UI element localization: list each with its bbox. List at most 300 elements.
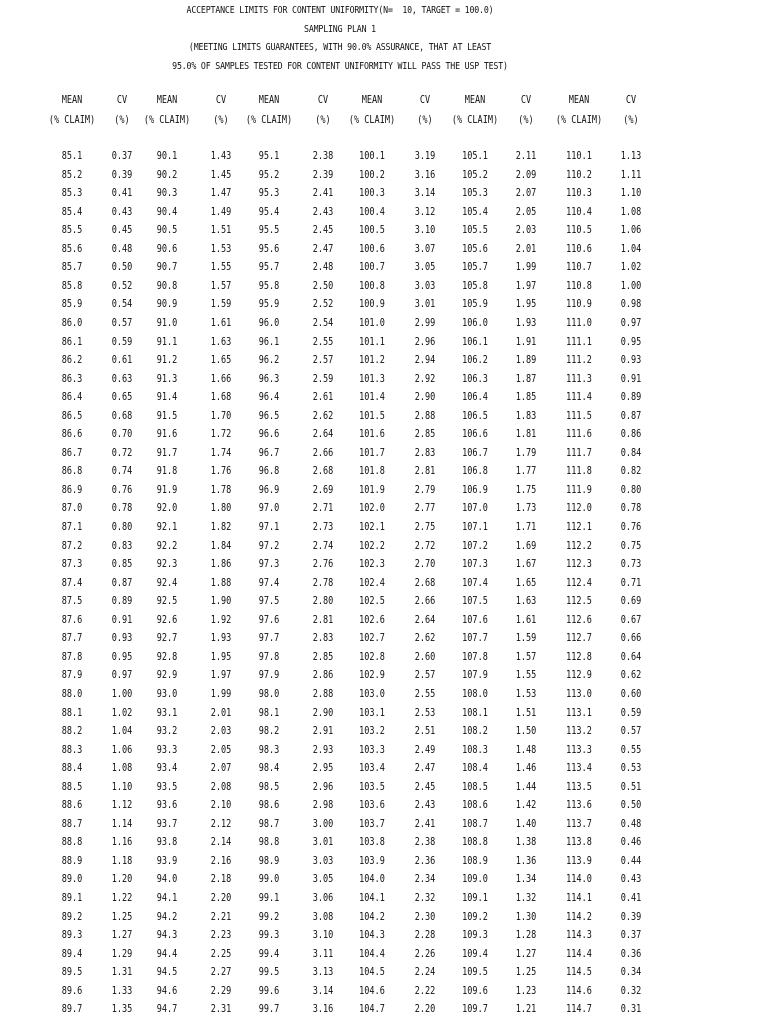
cv-value: 3.00 bbox=[312, 817, 334, 830]
cv-value: 0.39 bbox=[620, 910, 642, 923]
cv-value: 0.37 bbox=[620, 929, 642, 942]
mean-value: 100.4 bbox=[359, 205, 385, 218]
cv-value: 1.67 bbox=[515, 558, 537, 571]
mean-value: 110.1 bbox=[566, 150, 592, 162]
cv-value: 1.33 bbox=[111, 984, 133, 997]
mean-value: 110.4 bbox=[566, 205, 592, 218]
cv-value: 1.31 bbox=[111, 966, 133, 979]
mean-value: 89.3 bbox=[61, 929, 83, 942]
mean-value: 100.5 bbox=[359, 224, 385, 237]
mean-value: 109.2 bbox=[462, 910, 488, 923]
mean-value: 101.1 bbox=[359, 335, 385, 348]
mean-value: 93.5 bbox=[156, 780, 178, 793]
cv-value: 1.57 bbox=[515, 650, 537, 663]
mean-value: 111.8 bbox=[566, 465, 592, 478]
mean-value: 97.1 bbox=[258, 521, 280, 533]
cv-value: 2.61 bbox=[312, 391, 334, 404]
cv-value: 0.95 bbox=[111, 650, 133, 663]
cv-value: 0.48 bbox=[620, 817, 642, 830]
cv-value: 1.10 bbox=[620, 187, 642, 200]
cv-value: 2.66 bbox=[312, 446, 334, 459]
mean-value: 86.6 bbox=[61, 428, 83, 441]
mean-value: 97.6 bbox=[258, 613, 280, 626]
mean-value: 85.3 bbox=[61, 187, 83, 200]
mean-value: 92.5 bbox=[156, 595, 178, 608]
mean-value: 99.2 bbox=[258, 910, 280, 923]
mean-value: 95.5 bbox=[258, 224, 280, 237]
cv-value: 1.44 bbox=[515, 780, 537, 793]
cv-value: 1.51 bbox=[210, 224, 232, 237]
cv-value: 2.20 bbox=[210, 892, 232, 904]
cv-value: 2.72 bbox=[414, 539, 436, 552]
cv-value: 3.07 bbox=[414, 242, 436, 255]
mean-value: 90.6 bbox=[156, 242, 178, 255]
mean-value: 99.0 bbox=[258, 873, 280, 886]
mean-value: 107.5 bbox=[462, 595, 488, 608]
mean-value: 101.3 bbox=[359, 372, 385, 385]
mean-value: 101.2 bbox=[359, 354, 385, 367]
cv-value: 2.36 bbox=[414, 854, 436, 867]
cv-value: 2.91 bbox=[312, 725, 334, 738]
cv-value: 1.65 bbox=[210, 354, 232, 367]
cv-value: 0.59 bbox=[620, 706, 642, 719]
mean-value: 105.4 bbox=[462, 205, 488, 218]
cv-value: 0.41 bbox=[111, 187, 133, 200]
mean-value: 104.3 bbox=[359, 929, 385, 942]
mean-value: 87.4 bbox=[61, 576, 83, 589]
cv-value: 0.43 bbox=[111, 205, 133, 218]
mean-value: 111.0 bbox=[566, 316, 592, 329]
mean-value: 101.0 bbox=[359, 316, 385, 329]
mean-value: 87.1 bbox=[61, 521, 83, 533]
mean-value: 112.7 bbox=[566, 632, 592, 645]
mean-value: 98.5 bbox=[258, 780, 280, 793]
mean-value: 87.3 bbox=[61, 558, 83, 571]
cv-value: 2.41 bbox=[312, 187, 334, 200]
mean-value: 90.7 bbox=[156, 261, 178, 274]
cv-value: 1.20 bbox=[111, 873, 133, 886]
mean-value: 88.9 bbox=[61, 854, 83, 867]
mean-value: 89.2 bbox=[61, 910, 83, 923]
mean-value: 96.0 bbox=[258, 316, 280, 329]
cv-header: (%) bbox=[518, 114, 534, 126]
cv-value: 0.55 bbox=[620, 743, 642, 756]
cv-header: CV bbox=[419, 94, 431, 106]
mean-value: 111.3 bbox=[566, 372, 592, 385]
mean-value: 85.1 bbox=[61, 150, 83, 162]
mean-header: MEAN bbox=[361, 94, 383, 106]
mean-value: 93.0 bbox=[156, 687, 178, 700]
mean-header: MEAN bbox=[61, 94, 83, 106]
cv-header: (%) bbox=[315, 114, 331, 126]
mean-value: 91.9 bbox=[156, 483, 178, 496]
mean-value: 87.7 bbox=[61, 632, 83, 645]
mean-value: 108.8 bbox=[462, 836, 488, 849]
mean-value: 92.3 bbox=[156, 558, 178, 571]
mean-value: 106.5 bbox=[462, 409, 488, 422]
cv-value: 3.08 bbox=[312, 910, 334, 923]
cv-value: 0.78 bbox=[111, 502, 133, 515]
mean-value: 112.4 bbox=[566, 576, 592, 589]
cv-value: 1.72 bbox=[210, 428, 232, 441]
cv-value: 0.89 bbox=[111, 595, 133, 608]
cv-value: 3.03 bbox=[414, 279, 436, 292]
cv-value: 2.86 bbox=[312, 669, 334, 682]
mean-value: 108.2 bbox=[462, 725, 488, 738]
cv-value: 2.96 bbox=[414, 335, 436, 348]
title-line-4: 95.0% OF SAMPLES TESTED FOR CONTENT UNIFORMITY WILL PASS THE USP TEST) bbox=[172, 60, 508, 72]
cv-value: 0.67 bbox=[620, 613, 642, 626]
cv-value: 1.25 bbox=[515, 966, 537, 979]
mean-value: 107.1 bbox=[462, 521, 488, 533]
cv-value: 0.61 bbox=[111, 354, 133, 367]
mean-value: 101.8 bbox=[359, 465, 385, 478]
mean-value: 110.7 bbox=[566, 261, 592, 274]
mean-value: 99.3 bbox=[258, 929, 280, 942]
mean-header: MEAN bbox=[258, 94, 280, 106]
cv-value: 1.21 bbox=[515, 1003, 537, 1016]
cv-value: 2.71 bbox=[312, 502, 334, 515]
cv-value: 1.45 bbox=[210, 168, 232, 181]
cv-value: 1.63 bbox=[210, 335, 232, 348]
mean-value: 103.1 bbox=[359, 706, 385, 719]
cv-value: 2.28 bbox=[414, 929, 436, 942]
cv-value: 2.74 bbox=[312, 539, 334, 552]
cv-value: 1.13 bbox=[620, 150, 642, 162]
mean-value: 91.2 bbox=[156, 354, 178, 367]
cv-value: 2.68 bbox=[414, 576, 436, 589]
cv-value: 1.93 bbox=[210, 632, 232, 645]
mean-value: 93.2 bbox=[156, 725, 178, 738]
mean-value: 95.8 bbox=[258, 279, 280, 292]
cv-value: 2.39 bbox=[312, 168, 334, 181]
cv-value: 1.40 bbox=[515, 817, 537, 830]
cv-value: 1.65 bbox=[515, 576, 537, 589]
mean-value: 103.5 bbox=[359, 780, 385, 793]
mean-value: 98.9 bbox=[258, 854, 280, 867]
cv-value: 3.14 bbox=[414, 187, 436, 200]
cv-value: 0.71 bbox=[620, 576, 642, 589]
cv-value: 2.66 bbox=[414, 595, 436, 608]
cv-value: 0.63 bbox=[111, 372, 133, 385]
mean-value: 96.7 bbox=[258, 446, 280, 459]
cv-value: 0.70 bbox=[111, 428, 133, 441]
cv-value: 1.00 bbox=[620, 279, 642, 292]
title-line-1: ACCEPTANCE LIMITS FOR CONTENT UNIFORMITY(N= 10, TARGET = 100.0) bbox=[186, 5, 494, 16]
mean-value: 91.4 bbox=[156, 391, 178, 404]
mean-header: MEAN bbox=[156, 94, 178, 106]
document-title-block bbox=[48, 2, 633, 76]
cv-value: 2.70 bbox=[414, 558, 436, 571]
cv-value: 2.34 bbox=[414, 873, 436, 886]
mean-value: 105.1 bbox=[462, 150, 488, 162]
mean-value: 91.8 bbox=[156, 465, 178, 478]
cv-value: 0.53 bbox=[620, 762, 642, 775]
mean-value: 87.0 bbox=[61, 502, 83, 515]
mean-value: 108.3 bbox=[462, 743, 488, 756]
cv-header: (%) bbox=[417, 114, 433, 126]
mean-value: 114.6 bbox=[566, 984, 592, 997]
cv-header: CV bbox=[116, 94, 128, 106]
cv-value: 2.51 bbox=[414, 725, 436, 738]
mean-value: 113.4 bbox=[566, 762, 592, 775]
mean-value: 90.4 bbox=[156, 205, 178, 218]
mean-value: 111.2 bbox=[566, 354, 592, 367]
mean-header: (% CLAIM) bbox=[348, 114, 396, 126]
mean-value: 88.6 bbox=[61, 799, 83, 812]
mean-value: 101.6 bbox=[359, 428, 385, 441]
mean-value: 102.6 bbox=[359, 613, 385, 626]
mean-value: 101.7 bbox=[359, 446, 385, 459]
cv-value: 2.92 bbox=[414, 372, 436, 385]
mean-value: 89.6 bbox=[61, 984, 83, 997]
cv-value: 1.93 bbox=[515, 316, 537, 329]
cv-value: 1.48 bbox=[515, 743, 537, 756]
mean-value: 98.2 bbox=[258, 725, 280, 738]
cv-value: 0.97 bbox=[111, 669, 133, 682]
cv-value: 1.53 bbox=[210, 242, 232, 255]
cv-value: 2.47 bbox=[414, 762, 436, 775]
cv-value: 0.91 bbox=[620, 372, 642, 385]
mean-value: 106.7 bbox=[462, 446, 488, 459]
cv-value: 1.46 bbox=[515, 762, 537, 775]
mean-value: 107.2 bbox=[462, 539, 488, 552]
cv-value: 2.10 bbox=[210, 799, 232, 812]
cv-value: 2.99 bbox=[414, 316, 436, 329]
cv-value: 1.83 bbox=[515, 409, 537, 422]
cv-value: 2.79 bbox=[414, 483, 436, 496]
mean-value: 102.1 bbox=[359, 521, 385, 533]
mean-value: 92.7 bbox=[156, 632, 178, 645]
mean-header: (% CLAIM) bbox=[555, 114, 603, 126]
cv-value: 3.19 bbox=[414, 150, 436, 162]
mean-value: 92.4 bbox=[156, 576, 178, 589]
mean-value: 93.6 bbox=[156, 799, 178, 812]
cv-value: 0.50 bbox=[111, 261, 133, 274]
mean-value: 113.5 bbox=[566, 780, 592, 793]
cv-value: 1.32 bbox=[515, 892, 537, 904]
mean-header: (% CLAIM) bbox=[245, 114, 293, 126]
mean-value: 113.7 bbox=[566, 817, 592, 830]
cv-value: 2.30 bbox=[414, 910, 436, 923]
cv-value: 2.43 bbox=[414, 799, 436, 812]
mean-value: 107.7 bbox=[462, 632, 488, 645]
mean-value: 105.6 bbox=[462, 242, 488, 255]
mean-value: 97.5 bbox=[258, 595, 280, 608]
cv-value: 2.29 bbox=[210, 984, 232, 997]
mean-value: 94.6 bbox=[156, 984, 178, 997]
cv-value: 2.94 bbox=[414, 354, 436, 367]
cv-value: 2.24 bbox=[414, 966, 436, 979]
cv-value: 1.02 bbox=[620, 261, 642, 274]
mean-value: 86.0 bbox=[61, 316, 83, 329]
cv-value: 2.55 bbox=[312, 335, 334, 348]
mean-value: 107.3 bbox=[462, 558, 488, 571]
mean-value: 85.4 bbox=[61, 205, 83, 218]
cv-value: 0.51 bbox=[620, 780, 642, 793]
cv-value: 2.27 bbox=[210, 966, 232, 979]
mean-value: 104.6 bbox=[359, 984, 385, 997]
mean-value: 112.2 bbox=[566, 539, 592, 552]
mean-value: 104.2 bbox=[359, 910, 385, 923]
cv-value: 0.78 bbox=[620, 502, 642, 515]
mean-value: 113.3 bbox=[566, 743, 592, 756]
cv-value: 2.54 bbox=[312, 316, 334, 329]
cv-value: 2.05 bbox=[210, 743, 232, 756]
mean-value: 113.6 bbox=[566, 799, 592, 812]
mean-value: 88.4 bbox=[61, 762, 83, 775]
mean-value: 88.0 bbox=[61, 687, 83, 700]
mean-value: 109.3 bbox=[462, 929, 488, 942]
cv-value: 0.74 bbox=[111, 465, 133, 478]
mean-value: 89.7 bbox=[61, 1003, 83, 1016]
mean-value: 113.8 bbox=[566, 836, 592, 849]
mean-value: 114.4 bbox=[566, 947, 592, 960]
mean-value: 103.2 bbox=[359, 725, 385, 738]
mean-value: 96.4 bbox=[258, 391, 280, 404]
mean-value: 106.2 bbox=[462, 354, 488, 367]
cv-value: 2.73 bbox=[312, 521, 334, 533]
mean-value: 87.9 bbox=[61, 669, 83, 682]
cv-value: 0.82 bbox=[620, 465, 642, 478]
cv-value: 0.64 bbox=[620, 650, 642, 663]
cv-value: 3.16 bbox=[312, 1003, 334, 1016]
mean-value: 94.5 bbox=[156, 966, 178, 979]
cv-value: 1.36 bbox=[515, 854, 537, 867]
mean-header: (% CLAIM) bbox=[143, 114, 191, 126]
mean-value: 105.3 bbox=[462, 187, 488, 200]
mean-value: 102.2 bbox=[359, 539, 385, 552]
mean-value: 91.1 bbox=[156, 335, 178, 348]
mean-value: 96.9 bbox=[258, 483, 280, 496]
mean-value: 90.8 bbox=[156, 279, 178, 292]
mean-value: 93.4 bbox=[156, 762, 178, 775]
cv-value: 1.59 bbox=[515, 632, 537, 645]
cv-value: 1.71 bbox=[515, 521, 537, 533]
cv-value: 2.98 bbox=[312, 799, 334, 812]
mean-value: 86.3 bbox=[61, 372, 83, 385]
mean-value: 102.3 bbox=[359, 558, 385, 571]
mean-value: 90.5 bbox=[156, 224, 178, 237]
cv-value: 1.86 bbox=[210, 558, 232, 571]
cv-value: 2.90 bbox=[312, 706, 334, 719]
cv-value: 0.62 bbox=[620, 669, 642, 682]
cv-value: 1.95 bbox=[210, 650, 232, 663]
mean-value: 112.0 bbox=[566, 502, 592, 515]
mean-value: 114.7 bbox=[566, 1003, 592, 1016]
cv-value: 0.31 bbox=[620, 1003, 642, 1016]
mean-value: 93.3 bbox=[156, 743, 178, 756]
cv-value: 0.87 bbox=[620, 409, 642, 422]
mean-value: 90.2 bbox=[156, 168, 178, 181]
mean-value: 97.0 bbox=[258, 502, 280, 515]
mean-value: 93.7 bbox=[156, 817, 178, 830]
title-line-3: (MEETING LIMITS GUARANTEES, WITH 90.0% ASSURANCE, THAT AT LEAST bbox=[188, 42, 492, 53]
cv-value: 1.79 bbox=[515, 446, 537, 459]
mean-value: 112.1 bbox=[566, 521, 592, 533]
mean-value: 92.2 bbox=[156, 539, 178, 552]
cv-value: 2.52 bbox=[312, 298, 334, 311]
cv-value: 2.09 bbox=[515, 168, 537, 181]
mean-value: 114.0 bbox=[566, 873, 592, 886]
mean-value: 93.8 bbox=[156, 836, 178, 849]
mean-value: 105.9 bbox=[462, 298, 488, 311]
cv-value: 1.08 bbox=[620, 205, 642, 218]
cv-value: 1.29 bbox=[111, 947, 133, 960]
mean-value: 102.5 bbox=[359, 595, 385, 608]
cv-value: 0.93 bbox=[620, 354, 642, 367]
mean-value: 96.1 bbox=[258, 335, 280, 348]
cv-value: 3.10 bbox=[312, 929, 334, 942]
mean-value: 111.9 bbox=[566, 483, 592, 496]
cv-value: 2.96 bbox=[312, 780, 334, 793]
mean-value: 108.0 bbox=[462, 687, 488, 700]
cv-value: 3.01 bbox=[312, 836, 334, 849]
mean-value: 99.4 bbox=[258, 947, 280, 960]
mean-value: 100.7 bbox=[359, 261, 385, 274]
cv-header: (%) bbox=[114, 114, 130, 126]
mean-value: 89.1 bbox=[61, 892, 83, 904]
cv-value: 2.88 bbox=[414, 409, 436, 422]
cv-value: 2.62 bbox=[312, 409, 334, 422]
mean-value: 97.2 bbox=[258, 539, 280, 552]
cv-value: 0.91 bbox=[111, 613, 133, 626]
mean-value: 99.7 bbox=[258, 1003, 280, 1016]
mean-value: 100.3 bbox=[359, 187, 385, 200]
cv-value: 2.55 bbox=[414, 687, 436, 700]
cv-value: 1.30 bbox=[515, 910, 537, 923]
mean-value: 85.7 bbox=[61, 261, 83, 274]
mean-value: 86.1 bbox=[61, 335, 83, 348]
cv-value: 0.86 bbox=[620, 428, 642, 441]
cv-value: 2.68 bbox=[312, 465, 334, 478]
mean-value: 88.3 bbox=[61, 743, 83, 756]
cv-value: 2.21 bbox=[210, 910, 232, 923]
cv-value: 2.80 bbox=[312, 595, 334, 608]
mean-value: 104.4 bbox=[359, 947, 385, 960]
cv-value: 0.57 bbox=[111, 316, 133, 329]
mean-value: 102.4 bbox=[359, 576, 385, 589]
cv-value: 1.42 bbox=[515, 799, 537, 812]
cv-value: 2.32 bbox=[414, 892, 436, 904]
mean-value: 89.0 bbox=[61, 873, 83, 886]
title-line-2: SAMPLING PLAN 1 bbox=[304, 23, 376, 35]
cv-value: 2.01 bbox=[515, 242, 537, 255]
mean-value: 100.8 bbox=[359, 279, 385, 292]
cv-value: 0.52 bbox=[111, 279, 133, 292]
cv-value: 0.44 bbox=[620, 854, 642, 867]
cv-value: 1.89 bbox=[515, 354, 537, 367]
cv-value: 1.08 bbox=[111, 762, 133, 775]
mean-value: 98.4 bbox=[258, 762, 280, 775]
cv-value: 2.43 bbox=[312, 205, 334, 218]
mean-value: 92.9 bbox=[156, 669, 178, 682]
mean-value: 108.9 bbox=[462, 854, 488, 867]
mean-value: 85.8 bbox=[61, 279, 83, 292]
cv-value: 3.05 bbox=[414, 261, 436, 274]
mean-value: 87.5 bbox=[61, 595, 83, 608]
cv-value: 2.26 bbox=[414, 947, 436, 960]
cv-value: 2.03 bbox=[210, 725, 232, 738]
mean-value: 114.1 bbox=[566, 892, 592, 904]
cv-header: CV bbox=[317, 94, 329, 106]
mean-value: 114.5 bbox=[566, 966, 592, 979]
cv-value: 1.85 bbox=[515, 391, 537, 404]
mean-value: 106.4 bbox=[462, 391, 488, 404]
cv-value: 3.05 bbox=[312, 873, 334, 886]
cv-value: 2.45 bbox=[312, 224, 334, 237]
cv-value: 2.12 bbox=[210, 817, 232, 830]
